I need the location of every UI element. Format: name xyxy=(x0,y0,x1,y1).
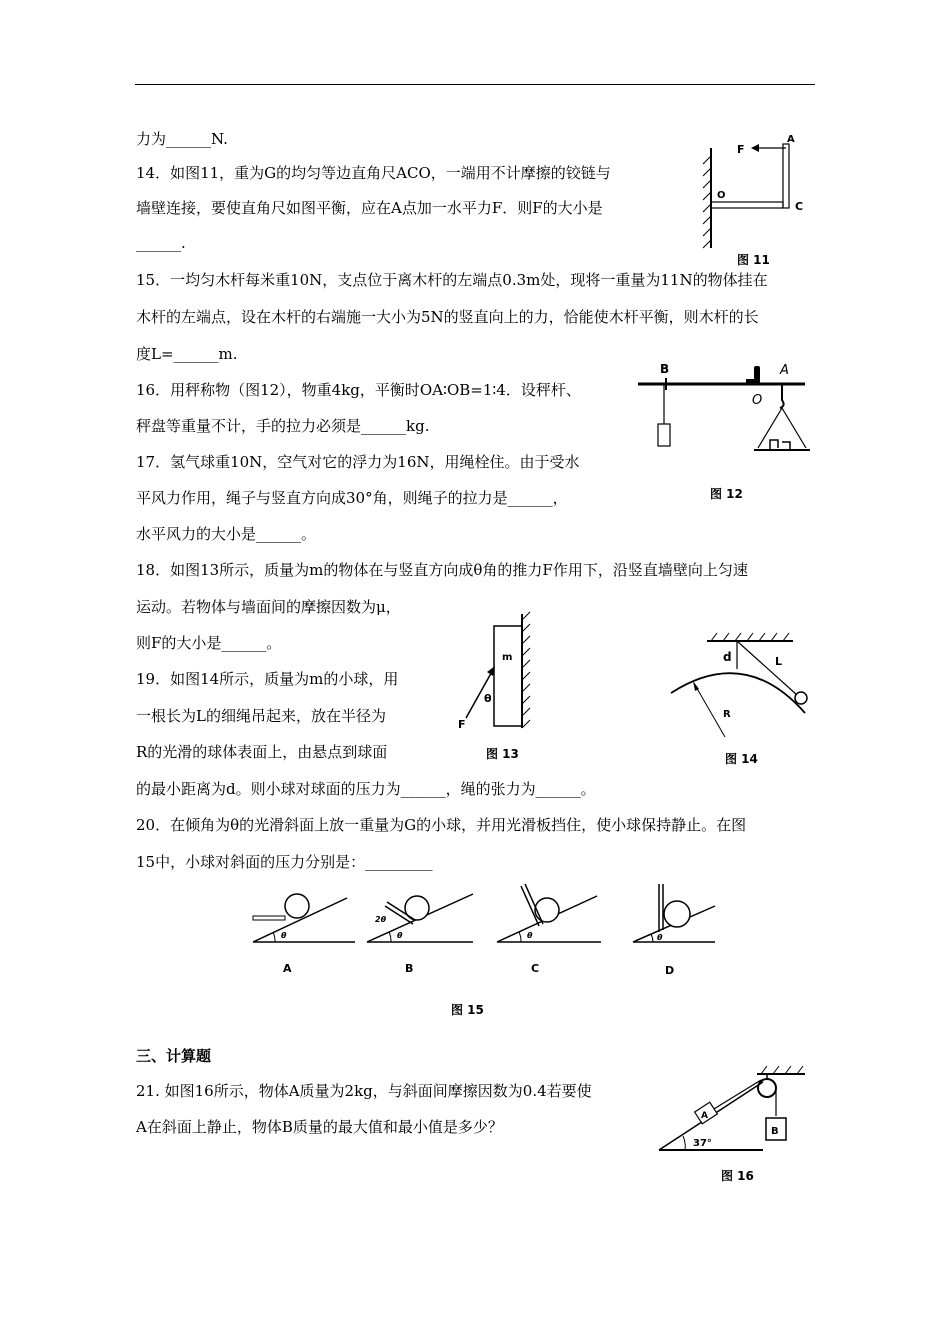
section-title: 三、计算题 xyxy=(136,1047,212,1065)
label-D: D xyxy=(665,964,675,977)
label-L: L xyxy=(775,655,783,668)
caption-fig13: 图 13 xyxy=(486,747,519,761)
label-C: C xyxy=(795,200,804,213)
caption-fig16: 图 16 xyxy=(721,1169,754,1183)
label-theta: θ xyxy=(527,931,533,940)
text-line: 墙壁连接，要使直角尺如图平衡，应在A点加一水平力F．则F的大小是 xyxy=(136,199,603,217)
text-line: 一根长为L的细绳吊起来，放在半径为 xyxy=(136,707,386,725)
caption-fig11: 图 11 xyxy=(737,253,770,267)
figure-13 xyxy=(450,610,540,765)
question-16: 16．用秤称物（图12），物重4kg，平衡时OA∶OB=1∶4．设秤杆、 xyxy=(136,381,581,399)
label-theta: θ xyxy=(657,933,663,942)
label-B: B xyxy=(405,962,414,975)
label-O: O xyxy=(717,190,726,201)
label-theta: θ xyxy=(484,692,492,705)
label-theta: θ xyxy=(281,931,287,940)
label-R: R xyxy=(723,709,731,720)
text-line: R的光滑的球体表面上，由悬点到球面 xyxy=(136,743,388,761)
question-20: 20．在倾角为θ的光滑斜面上放一重量为G的小球，并用光滑板挡住，使小球保持静止。在图 xyxy=(136,816,747,834)
caption-fig12: 图 12 xyxy=(710,487,743,501)
label-F: F xyxy=(458,718,466,731)
label-B: B xyxy=(771,1126,779,1137)
label-m: m xyxy=(502,652,513,663)
question-17: 17．氢气球重10N，空气对它的浮力为16N，用绳栓住。由于受水 xyxy=(136,453,580,471)
text-line: 力为______N. xyxy=(136,130,228,148)
text-line: 度L=______m. xyxy=(136,345,238,363)
caption-fig14: 图 14 xyxy=(725,752,758,766)
label-d: d xyxy=(723,650,732,664)
label-theta: θ xyxy=(397,931,403,940)
figure-12 xyxy=(630,360,810,510)
text-line: 运动。若物体与墙面间的摩擦因数为μ， xyxy=(136,598,401,616)
question-15: 15．一均匀木杆每米重10N，支点位于离木杆的左端点0.3m处，现将一重量为11N的物体挂在 xyxy=(136,271,768,289)
question-19: 19．如图14所示，质量为m的小球，用 xyxy=(136,670,399,688)
text-line: 15中，小球对斜面的压力分别是：_________ xyxy=(136,853,433,871)
question-14: 14．如图11，重为G的均匀等边直角尺ACO，一端用不计摩擦的铰链与 xyxy=(136,164,611,182)
label-A: A xyxy=(780,363,789,378)
figure-14 xyxy=(665,625,815,770)
label-B: B xyxy=(660,362,670,376)
question-21: 21. 如图16所示，物体A质量为2kg，与斜面间摩擦因数为0.4若要使 xyxy=(136,1082,592,1100)
text-line: 秤盘等重量不计，手的拉力必须是______kg. xyxy=(136,417,430,435)
label-C: C xyxy=(531,962,540,975)
text-line: 的最小距离为d。则小球对球面的压力为______，绳的张力为______。 xyxy=(136,780,596,798)
text-line: 木杆的左端点，设在木杆的右端施一大小为5N的竖直向上的力，恰能使木杆平衡，则木杆的长 xyxy=(136,308,759,326)
label-angle: 37° xyxy=(693,1138,712,1149)
text-line: 水平风力的大小是______。 xyxy=(136,525,317,543)
header-rule xyxy=(135,84,815,85)
text-line: ______. xyxy=(136,234,186,252)
figure-11 xyxy=(695,128,815,270)
label-A: A xyxy=(283,962,292,975)
figure-15 xyxy=(245,880,725,1025)
label-A: A xyxy=(787,134,795,145)
text-line: A在斜面上静止，物体B质量的最大值和最小值是多少？ xyxy=(136,1118,503,1136)
question-18: 18．如图13所示，质量为m的物体在与竖直方向成θ角的推力F作用下，沿竖直墙壁向上匀速 xyxy=(136,561,748,579)
label-O: O xyxy=(752,393,763,408)
text-line: 则F的大小是______。 xyxy=(136,634,282,652)
label-2theta: 2θ xyxy=(375,915,387,924)
caption-fig15: 图 15 xyxy=(451,1003,484,1017)
label-F: F xyxy=(737,143,745,156)
text-line: 平风力作用，绳子与竖直方向成30°角，则绳子的拉力是______， xyxy=(136,489,568,507)
figure-16 xyxy=(655,1060,810,1190)
label-A: A xyxy=(701,1111,708,1121)
